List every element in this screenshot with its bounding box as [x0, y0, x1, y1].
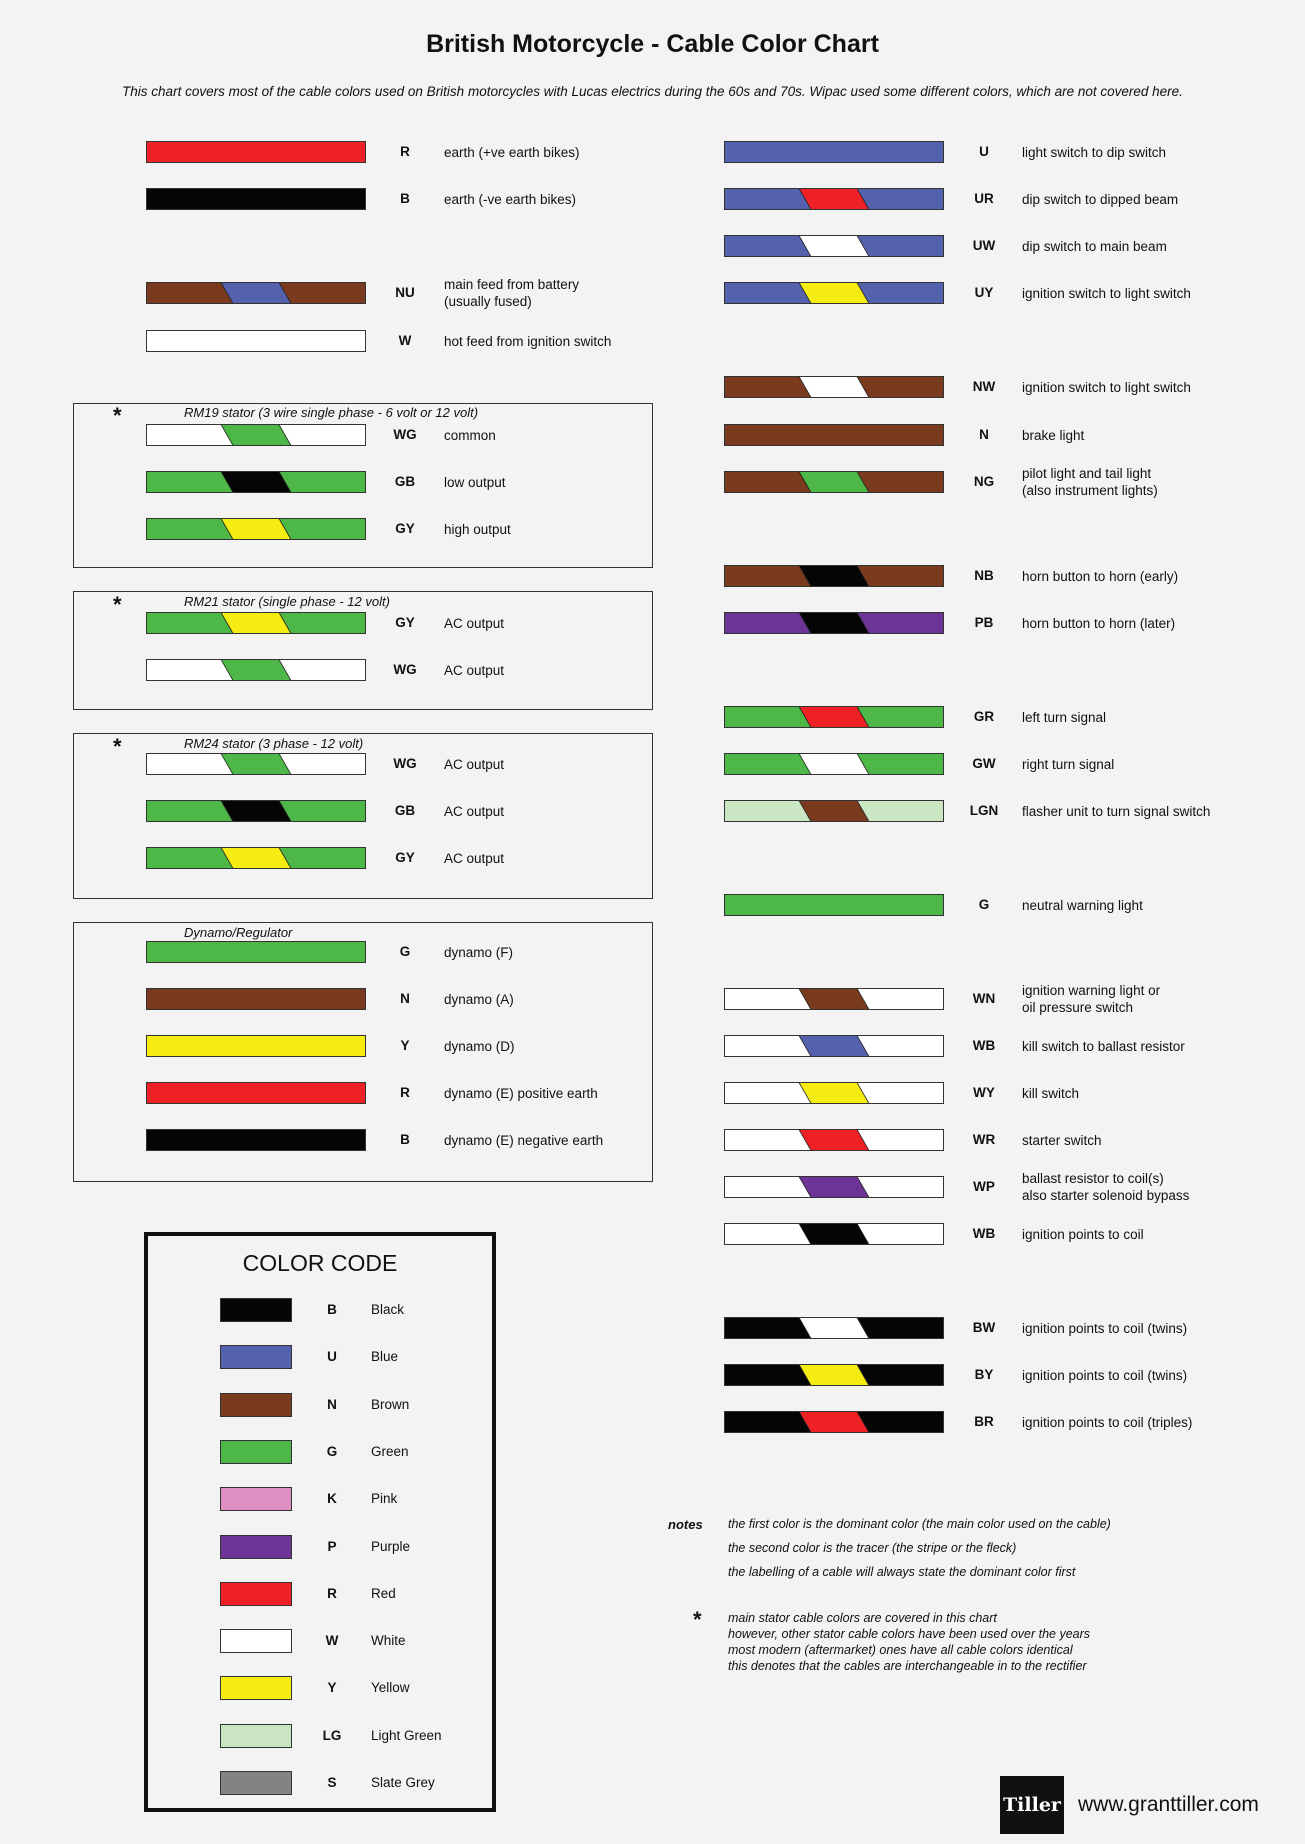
cable-swatch [146, 612, 366, 634]
color-code-letter: W [325, 1633, 339, 1649]
tracer-stripe [799, 283, 869, 304]
cable-swatch [724, 612, 944, 634]
cable-nu [146, 282, 366, 304]
cable-description: dynamo (F) [444, 945, 514, 960]
cable-u [724, 141, 944, 163]
notes-asterisk: * [693, 1607, 702, 1632]
tracer-stripe [799, 1177, 869, 1198]
cable-description: light switch to dip switch [1022, 145, 1167, 160]
cable-r [146, 141, 366, 163]
cable-code: U [979, 144, 989, 159]
tracer-stripe [221, 519, 291, 540]
cable-uw [724, 235, 944, 257]
cable-description: common [444, 428, 496, 443]
cable-b [146, 188, 366, 210]
color-name: Light Green [371, 1727, 442, 1743]
cable-code: UW [972, 238, 996, 253]
cable-description: AC output [444, 804, 505, 819]
group-title: Dynamo/Regulator [184, 925, 293, 940]
cable-swatch [146, 424, 366, 446]
cable-swatch [724, 1176, 944, 1198]
cable-swatch [724, 282, 944, 304]
cable-code: UR [974, 191, 994, 206]
cable-gb [146, 471, 366, 493]
tracer-stripe [799, 613, 869, 634]
tracer-stripe [799, 801, 869, 822]
cable-code: N [400, 991, 410, 1006]
group-title: RM21 stator (single phase - 12 volt) [184, 594, 390, 609]
color-swatch [220, 1771, 292, 1795]
cable-gy [146, 847, 366, 869]
cable-swatch [724, 424, 944, 446]
tracer-stripe [799, 472, 869, 493]
color-code-letter: U [327, 1349, 337, 1365]
color-name: Purple [371, 1538, 411, 1554]
tracer-stripe [799, 1318, 869, 1339]
tracer-stripe [799, 707, 869, 728]
color-swatch [220, 1629, 292, 1653]
color-name: Red [371, 1585, 396, 1601]
group-title: RM19 stator (3 wire single phase - 6 volt or 12 volt) [184, 405, 479, 420]
cable-swatch [146, 188, 366, 210]
color-name: Slate Grey [371, 1775, 435, 1790]
cable-swatch [146, 1035, 366, 1057]
cable-description: earth (-ve earth bikes) [444, 192, 577, 207]
cable-description: main feed from battery (usually fused) [444, 277, 580, 309]
color-swatch [220, 1345, 292, 1369]
cable-description: high output [444, 522, 511, 537]
cable-swatch [724, 565, 944, 587]
cable-code: NW [972, 379, 996, 394]
cable-description: AC output [444, 757, 505, 772]
cable-code: Y [400, 1038, 410, 1053]
cable-gy [146, 612, 366, 634]
cable-description: ignition points to coil [1022, 1227, 1144, 1242]
color-name: Black [371, 1302, 405, 1317]
cable-swatch [146, 330, 366, 352]
color-name: Yellow [371, 1680, 410, 1696]
cable-description: ignition points to coil (twins) [1022, 1321, 1188, 1336]
color-swatch [220, 1298, 292, 1322]
cable-description: ignition switch to light switch [1022, 380, 1191, 395]
tiller-logo: Tiller [1000, 1776, 1064, 1834]
color-name: Green [371, 1443, 409, 1459]
website-link[interactable]: www.granttiller.com [1078, 1793, 1259, 1816]
cable-swatch [146, 282, 366, 304]
page-subtitle: This chart covers most of the cable colors used on British motorcycles with Lucas electrics during the 60s and 70s. Wipac used some different colors, which are not covered here. [122, 84, 1183, 99]
color-name: Pink [371, 1491, 398, 1507]
cable-description: starter switch [1022, 1133, 1102, 1148]
tracer-stripe [799, 1224, 869, 1245]
cable-code: WB [972, 1226, 996, 1241]
cable-gy [146, 518, 366, 540]
cable-r [146, 1082, 366, 1104]
color-code-letter: N [327, 1396, 337, 1412]
cable-description: dynamo (E) negative earth [444, 1133, 604, 1148]
cable-swatch [724, 376, 944, 398]
tracer-stripe [221, 425, 291, 446]
group-title: RM24 stator (3 phase - 12 volt) [184, 736, 364, 751]
cable-swatch [724, 894, 944, 916]
cable-code: WN [972, 991, 996, 1006]
cable-wn [724, 988, 944, 1010]
cable-g [146, 941, 366, 963]
cable-description: left turn signal [1022, 710, 1107, 725]
cable-swatch [724, 1035, 944, 1057]
cable-nb [724, 565, 944, 587]
cable-wr [724, 1129, 944, 1151]
cable-description: dynamo (A) [444, 992, 514, 1007]
color-code-letter: B [327, 1302, 337, 1317]
cable-description: ignition warning light or oil pressure switch [1022, 983, 1161, 1015]
cable-description: flasher unit to turn signal switch [1022, 804, 1211, 819]
group-asterisk: * [113, 592, 122, 617]
cable-code: W [398, 333, 412, 348]
cable-swatch [724, 141, 944, 163]
cable-code: NB [974, 568, 994, 583]
tracer-stripe [799, 1130, 869, 1151]
cable-w [146, 330, 366, 352]
cable-description: earth (+ve earth bikes) [444, 145, 580, 160]
page-title: British Motorcycle - Cable Color Chart [426, 30, 879, 58]
color-code-letter: LG [322, 1727, 342, 1743]
cable-description: AC output [444, 663, 505, 678]
cable-lgn [724, 800, 944, 822]
cable-code: B [400, 191, 410, 206]
group-asterisk: * [113, 734, 122, 759]
color-swatch [220, 1440, 292, 1464]
cable-wb [724, 1035, 944, 1057]
cable-swatch [724, 800, 944, 822]
cable-description: dynamo (E) positive earth [444, 1086, 598, 1101]
color-code-letter: R [327, 1585, 337, 1601]
cable-swatch [724, 1223, 944, 1245]
tracer-stripe [221, 754, 291, 775]
cable-swatch [146, 471, 366, 493]
cable-swatch [724, 235, 944, 257]
color-swatch [220, 1393, 292, 1417]
cable-code: G [399, 944, 411, 959]
cable-swatch [146, 518, 366, 540]
cable-description: low output [444, 475, 506, 490]
cable-code: NU [395, 285, 415, 300]
tracer-stripe [799, 377, 869, 398]
tracer-stripe [799, 754, 869, 775]
cable-n [146, 988, 366, 1010]
cable-code: BW [972, 1320, 996, 1335]
cable-n [724, 424, 944, 446]
cable-description: horn button to horn (early) [1022, 569, 1179, 584]
cable-gr [724, 706, 944, 728]
cable-code: WR [972, 1132, 996, 1147]
cable-nw [724, 376, 944, 398]
cable-swatch [724, 1082, 944, 1104]
cable-wy [724, 1082, 944, 1104]
color-code-letter: P [327, 1538, 337, 1554]
cable-code: GB [394, 803, 416, 818]
cable-code: GY [395, 521, 415, 536]
note-line: the labelling of a cable will always state the dominant color first [728, 1565, 1076, 1579]
cable-description: ballast resistor to coil(s) also starter solenoid bypass [1022, 1171, 1190, 1203]
cable-pb [724, 612, 944, 634]
cable-swatch [724, 1411, 944, 1433]
tracer-stripe [221, 660, 291, 681]
cable-swatch [146, 800, 366, 822]
cable-swatch [724, 988, 944, 1010]
cable-description: brake light [1022, 428, 1085, 443]
tracer-stripe [221, 283, 291, 304]
cable-uy [724, 282, 944, 304]
cable-swatch [724, 706, 944, 728]
cable-description: dynamo (D) [444, 1039, 515, 1054]
cable-code: G [978, 897, 990, 912]
cable-y [146, 1035, 366, 1057]
cable-swatch [724, 471, 944, 493]
color-name: White [371, 1633, 406, 1649]
cable-ur [724, 188, 944, 210]
cable-code: WB [972, 1038, 996, 1053]
cable-code: PB [974, 615, 994, 630]
cable-bw [724, 1317, 944, 1339]
cable-wb [724, 1223, 944, 1245]
cable-code: UY [974, 285, 994, 300]
cable-swatch [146, 141, 366, 163]
group-asterisk: * [113, 403, 122, 428]
color-code-title: COLOR CODE [242, 1250, 398, 1276]
cable-code: BR [974, 1414, 994, 1429]
tracer-stripe [799, 989, 869, 1010]
cable-b [146, 1129, 366, 1151]
color-swatch [220, 1535, 292, 1559]
note-line: the second color is the tracer (the stripe or the fleck) [728, 1541, 1017, 1555]
tracer-stripe [799, 189, 869, 210]
cable-swatch [146, 1129, 366, 1151]
cable-code: R [400, 144, 410, 159]
cable-description: neutral warning light [1022, 898, 1143, 913]
color-code-letter: G [326, 1443, 338, 1459]
tracer-stripe [221, 613, 291, 634]
cable-description: hot feed from ignition switch [444, 334, 612, 349]
color-code-letter: K [327, 1491, 337, 1507]
cable-code: NG [973, 474, 995, 489]
cable-code: WY [973, 1085, 995, 1100]
tracer-stripe [799, 1365, 869, 1386]
cable-wg [146, 753, 366, 775]
cable-code: GY [395, 615, 415, 630]
color-swatch [220, 1582, 292, 1606]
cable-code: BY [974, 1367, 994, 1382]
color-code-legend [144, 1232, 496, 1812]
cable-code: B [400, 1132, 410, 1147]
cable-swatch [146, 847, 366, 869]
cable-code: WG [393, 427, 417, 442]
cable-description: dip switch to dipped beam [1022, 192, 1179, 207]
cable-g [724, 894, 944, 916]
cable-code: WG [393, 756, 417, 771]
color-name: Brown [371, 1396, 410, 1412]
cable-br [724, 1411, 944, 1433]
cable-swatch [724, 753, 944, 775]
cable-ng [724, 471, 944, 493]
cable-description: dip switch to main beam [1022, 239, 1167, 254]
cable-swatch [724, 188, 944, 210]
cable-code: GR [973, 709, 995, 724]
color-code-letter: S [327, 1775, 337, 1790]
cable-description: pilot light and tail light (also instrument lights) [1022, 466, 1158, 498]
cable-gb [146, 800, 366, 822]
cable-description: AC output [444, 616, 505, 631]
tracer-stripe [799, 1412, 869, 1433]
cable-code: GY [395, 850, 415, 865]
notes-label: notes [668, 1517, 703, 1532]
cable-code: WG [393, 662, 417, 677]
cable-code: GW [972, 756, 996, 771]
cable-description: ignition points to coil (twins) [1022, 1368, 1188, 1383]
tracer-stripe [799, 1036, 869, 1057]
cable-wg [146, 659, 366, 681]
cable-code: R [400, 1085, 410, 1100]
cable-description: ignition points to coil (triples) [1022, 1415, 1193, 1430]
cable-description: ignition switch to light switch [1022, 286, 1191, 301]
tracer-stripe [799, 1083, 869, 1104]
cable-wp [724, 1176, 944, 1198]
cable-description: kill switch [1022, 1086, 1080, 1101]
color-swatch [220, 1487, 292, 1511]
tracer-stripe [221, 472, 291, 493]
cable-swatch [724, 1364, 944, 1386]
cable-code: GB [394, 474, 416, 489]
tracer-stripe [799, 566, 869, 587]
tracer-stripe [221, 801, 291, 822]
cable-by [724, 1364, 944, 1386]
color-swatch [220, 1724, 292, 1748]
cable-code: LGN [969, 803, 999, 818]
cable-swatch [146, 1082, 366, 1104]
cable-swatch [724, 1129, 944, 1151]
cable-wg [146, 424, 366, 446]
color-name: Blue [371, 1349, 399, 1365]
tracer-stripe [799, 236, 869, 257]
note-line: the first color is the dominant color (the main color used on the cable) [728, 1517, 1111, 1531]
cable-swatch [146, 941, 366, 963]
tracer-stripe [221, 848, 291, 869]
cable-swatch [724, 1317, 944, 1339]
cable-description: horn button to horn (later) [1022, 616, 1176, 631]
color-code-letter: Y [327, 1680, 337, 1696]
cable-description: AC output [444, 851, 505, 866]
cable-code: N [979, 427, 989, 442]
cable-description: right turn signal [1022, 757, 1115, 772]
cable-gw [724, 753, 944, 775]
cable-description: kill switch to ballast resistor [1022, 1039, 1185, 1054]
cable-code: WP [973, 1179, 995, 1194]
stator-note: main stator cable colors are covered in this chart however, other stator cable colors have been used over the years most modern (aftermarket) ones have all cable colors identical this denotes that the cables are interchangeable in to the rectifier [728, 1611, 1091, 1673]
cable-swatch [146, 753, 366, 775]
color-swatch [220, 1676, 292, 1700]
cable-swatch [146, 988, 366, 1010]
cable-swatch [146, 659, 366, 681]
